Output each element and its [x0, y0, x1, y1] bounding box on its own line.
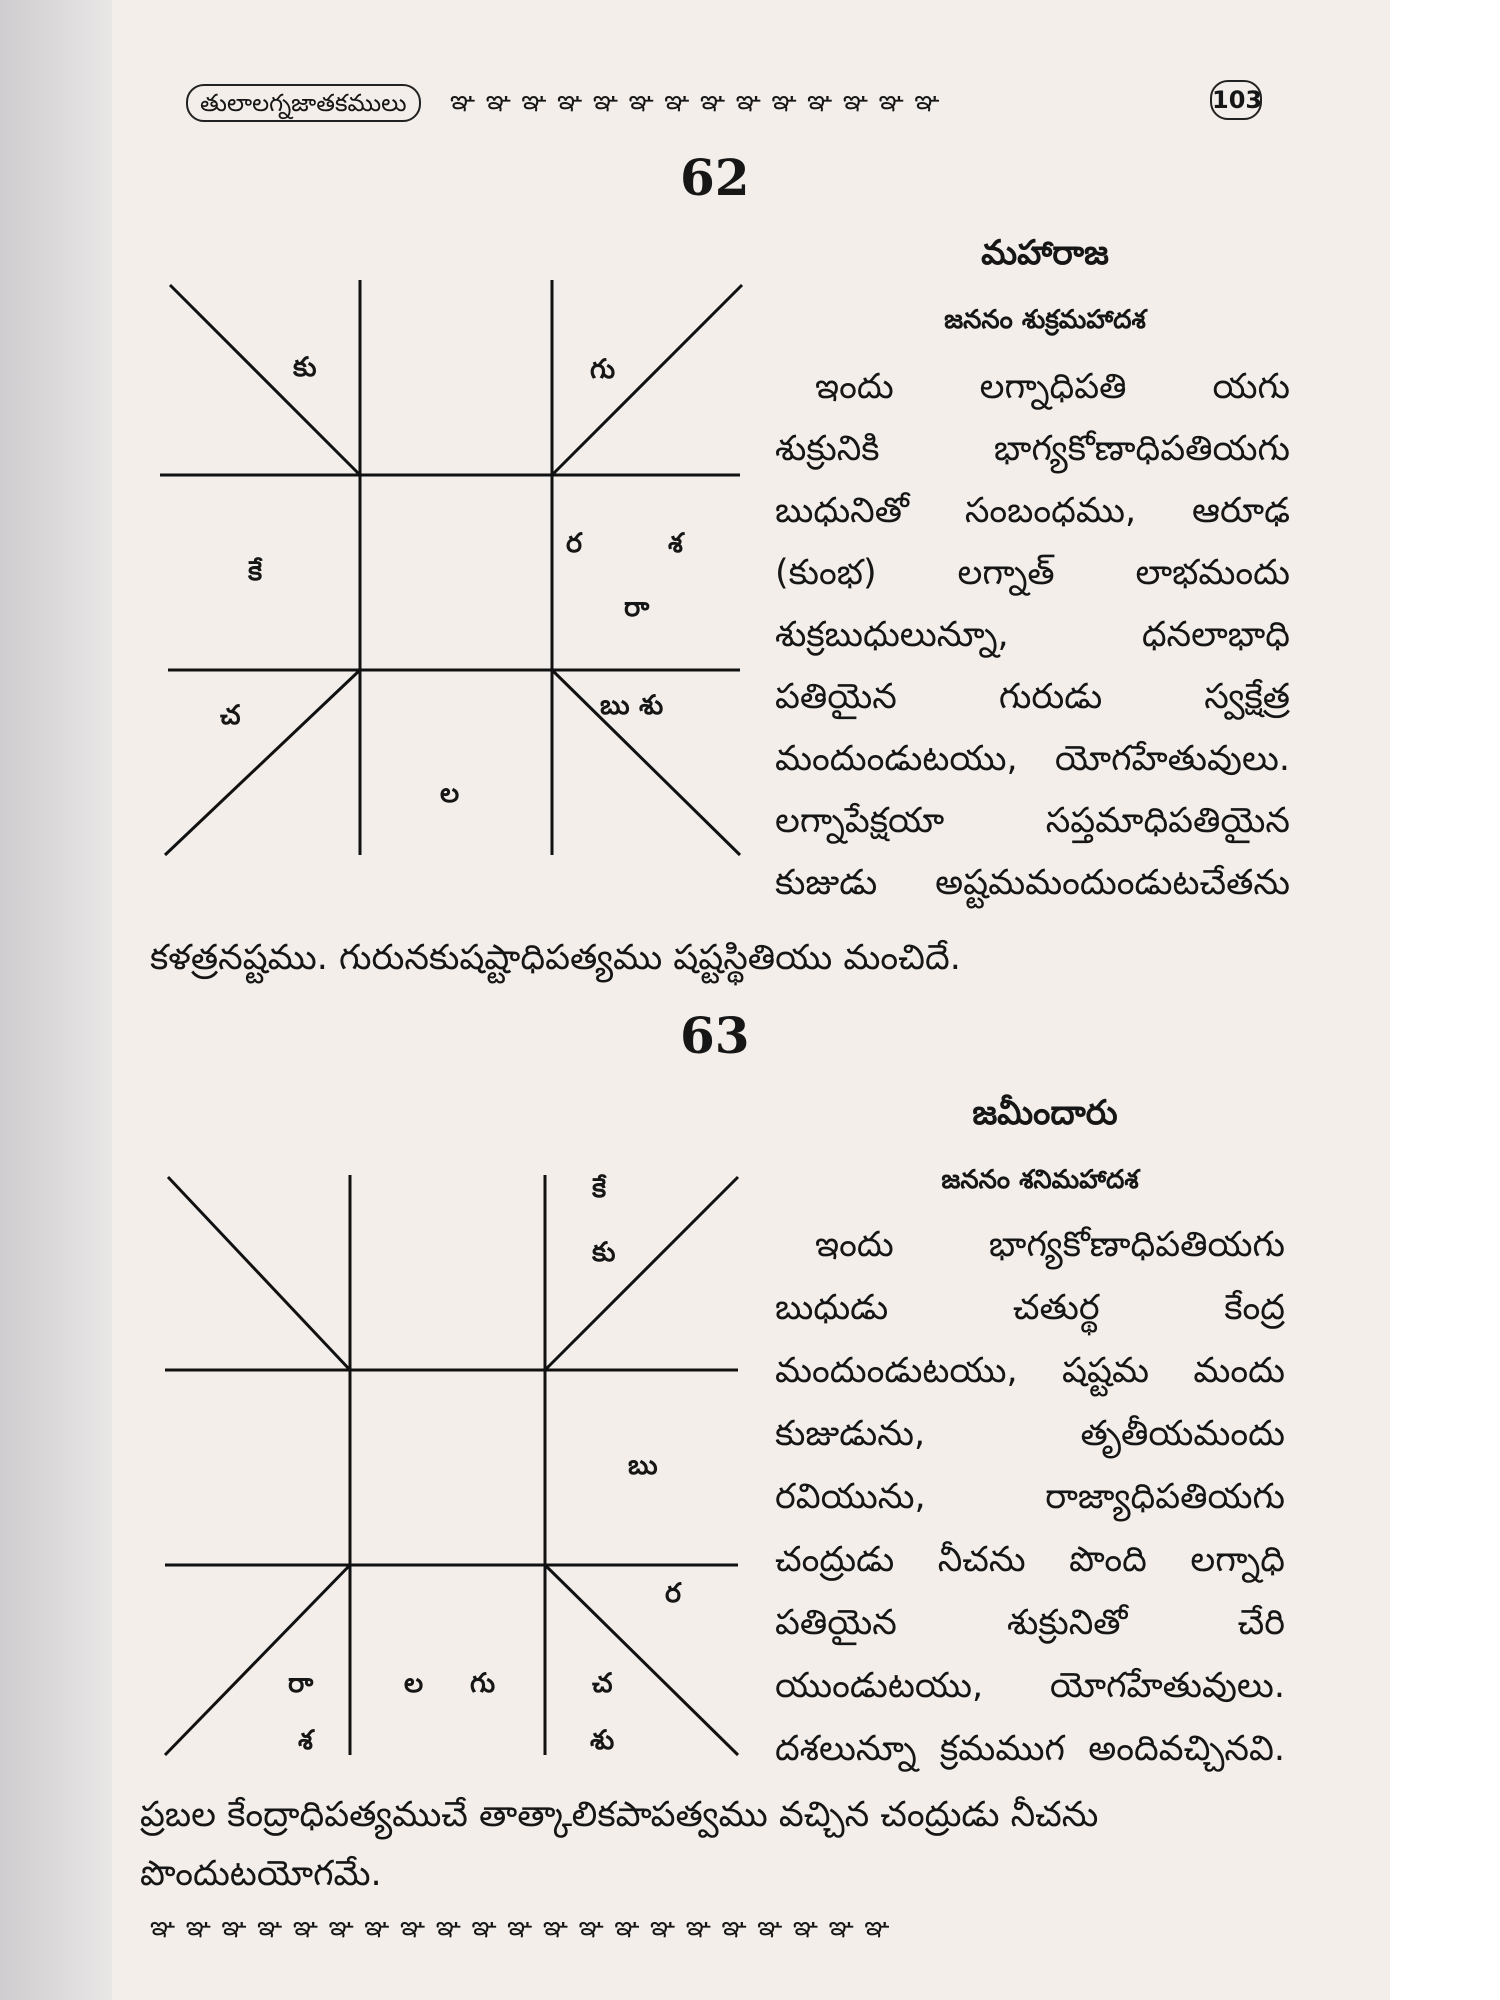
para-line: కుజుడు అష్టమమందుండుటచేతను — [775, 863, 1290, 903]
para-line: బుధుడు చతుర్థ కేంద్ర — [775, 1288, 1285, 1328]
chart-62-title: మహారాజ — [981, 233, 1109, 273]
cell-ra: ర — [665, 1578, 682, 1609]
para-line: రవియును, రాజ్యాధిపతియగు — [775, 1477, 1285, 1517]
cell-sha: శ — [668, 528, 683, 559]
chart-62-conclusion: కళత్రనష్టము. గురునకుషష్టాధిపత్యము షష్టస్థితియు మంచిదే. — [150, 938, 961, 978]
para-line: మందుండుటయు, షష్టమ మందు — [775, 1351, 1285, 1391]
cell-la: ల — [440, 778, 460, 809]
para-line: శుక్రబుధులున్నూ, ధనలాభాధి — [775, 615, 1290, 655]
footer-ornament: ఞ ఞ ఞ ఞ ఞ ఞ ఞ ఞ ఞ ఞ ఞ ఞ ఞ ఞ ఞ ఞ ఞ ఞ ఞ ఞ ఞ — [150, 1912, 891, 1942]
book-gutter-shadow — [0, 0, 112, 2000]
cell-ke: కే — [248, 556, 263, 587]
para-line: పతియైన గురుడు స్వక్షేత్ర — [775, 677, 1290, 717]
cell-raa: రా — [288, 1668, 314, 1699]
cell-ku: కు — [293, 352, 317, 383]
para-line: చంద్రుడు నీచను పొంది లగ్నాధి — [775, 1540, 1285, 1580]
cell-bu: బు — [628, 1450, 658, 1481]
para-line: పతియైన శుక్రునితో చేరి — [775, 1603, 1285, 1643]
chart-63-conclusion-line-1: ప్రబల కేంద్రాధిపత్యముచే తాత్కాలికపాపత్వము వచ్చిన చంద్రుడు నీచను — [140, 1795, 1099, 1835]
chart-number-63: 63 — [680, 1006, 750, 1065]
para-line: ఇందు లగ్నాధిపతి యగు — [815, 367, 1290, 407]
chart-62-paragraph — [775, 356, 1290, 914]
para-line: మందుండుటయు, యోగహేతువులు. — [775, 739, 1290, 779]
cell-gu: గు — [470, 1668, 496, 1699]
page-number: 103 — [1210, 80, 1262, 120]
cell-cha: చ — [220, 700, 241, 731]
cell-cha: చ — [592, 1668, 613, 1699]
chart-number-62: 62 — [680, 148, 750, 207]
page-margin — [1390, 0, 1500, 2000]
cell-raa: రా — [624, 592, 650, 623]
cell-bu-shu — [600, 690, 663, 728]
cell-shu: శు — [590, 1725, 615, 1756]
chart-63-conclusion-line-2: పొందుటయోగమే. — [140, 1854, 382, 1894]
cell-shu: శు — [639, 690, 664, 721]
cell-sha: శ — [298, 1725, 313, 1756]
running-title: తులాలగ్నజాతకములు — [186, 84, 421, 122]
chart-63-paragraph — [775, 1214, 1285, 1781]
cell-gu: గు — [590, 354, 616, 385]
para-line: బుధునితో సంబంధము, ఆరూఢ — [775, 491, 1290, 531]
horoscope-grid-63 — [150, 1165, 750, 1765]
para-line: కుజుడును, తృతీయమందు — [775, 1414, 1285, 1454]
para-line: (కుంభ) లగ్నాత్ లాభమందు — [775, 553, 1290, 593]
cell-la: ల — [404, 1668, 424, 1699]
para-line: దశలున్నూ క్రమముగ అందివచ్చినవి. — [775, 1729, 1285, 1769]
chart-62-subtitle: జననం శుక్రమహాదశ — [944, 305, 1146, 335]
cell-bu: బు — [600, 690, 630, 721]
header-ornament: ఞ ఞ ఞ ఞ ఞ ఞ ఞ ఞ ఞ ఞ ఞ ఞ ఞ ఞ — [450, 86, 941, 116]
para-line: ఇందు భాగ్యకోణాధిపతియగు — [815, 1225, 1285, 1265]
cell-ra: ర — [566, 528, 583, 559]
para-line: యుండుటయు, యోగహేతువులు. — [775, 1666, 1285, 1706]
cell-ke: కే — [592, 1173, 607, 1204]
cell-ku: కు — [592, 1237, 616, 1268]
chart-63-subtitle: జననం శనిమహాదశ — [941, 1165, 1139, 1195]
para-line: లగ్నాపేక్షయా సప్తమాధిపతియైన — [775, 801, 1290, 841]
para-line: శుక్రునికి భాగ్యకోణాధిపతియగు — [775, 429, 1290, 469]
chart-63-title: జమీందారు — [972, 1093, 1118, 1133]
running-header — [150, 80, 1290, 128]
